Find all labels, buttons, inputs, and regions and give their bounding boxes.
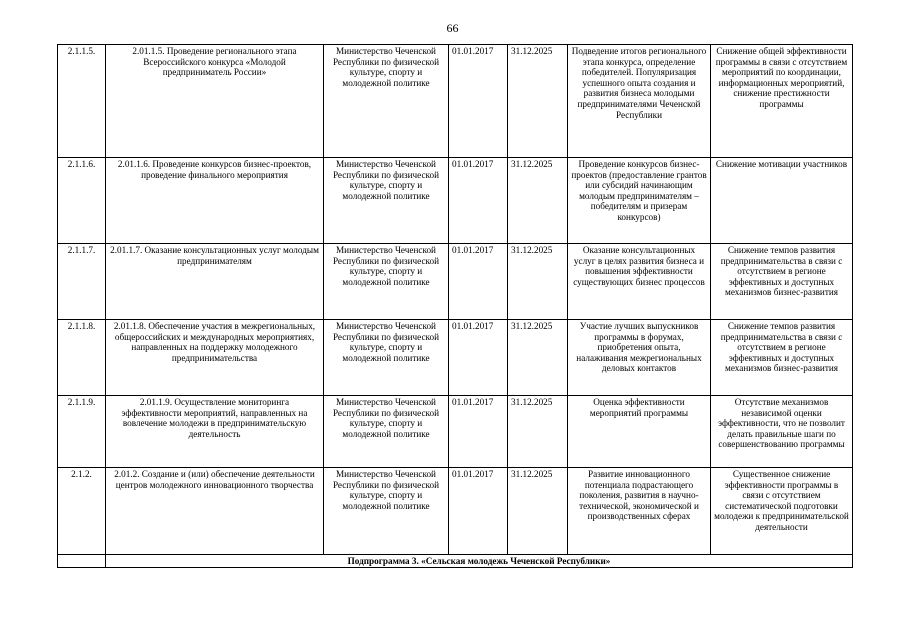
- table-row: [58, 396, 853, 468]
- measure-name: 2.01.1.6. Проведение конкурсов бизнес-проектов, проведение финального мероприятия: [106, 158, 324, 244]
- measure-start-date: 01.01.2017: [449, 468, 508, 555]
- subprogram-row: [58, 555, 853, 568]
- measures-table: [57, 44, 853, 568]
- measure-non-implementation-consequence: Существенное снижение эффективности программы в связи с отсутствием систематической подготовки молодежи к предпринимательской деятельности: [711, 468, 853, 555]
- measure-non-implementation-consequence: Отсутствие механизмов независимой оценки эффективности, что не позволит делать правильные шаги по совершенствованию программы: [711, 396, 853, 468]
- measure-start-date: 01.01.2017: [449, 45, 508, 158]
- measure-number: 2.1.1.9.: [58, 396, 106, 468]
- subprogram-title: Подпрограмма 3. «Сельская молодежь Чеченской Республики»: [106, 555, 853, 568]
- measure-number: 2.1.2.: [58, 468, 106, 555]
- measure-name: 2.01.1.9. Осуществление мониторинга эффективности мероприятий, направленных на вовлечение молодежи в предпринимательскую деятельность: [106, 396, 324, 468]
- table-row: [58, 158, 853, 244]
- measure-executor: Министерство Чеченской Республики по физической культуре, спорту и молодежной политике: [324, 320, 449, 396]
- measure-expected-result: Оценка эффективности мероприятий программы: [568, 396, 711, 468]
- table-row: [58, 244, 853, 320]
- subprogram-number-cell: [58, 555, 106, 568]
- measure-end-date: 31.12.2025: [508, 396, 568, 468]
- measure-name: 2.01.1.8. Обеспечение участия в межрегиональных, общероссийских и международных мероприятиях, направленных на поддержку молодежного предпринимательства: [106, 320, 324, 396]
- table-row: [58, 468, 853, 555]
- measure-expected-result: Оказание консультационных услуг в целях развития бизнеса и повышения эффективности существующих бизнес процессов: [568, 244, 711, 320]
- measure-executor: Министерство Чеченской Республики по физической культуре, спорту и молодежной политике: [324, 158, 449, 244]
- table-row: [58, 45, 853, 158]
- measure-executor: Министерство Чеченской Республики по физической культуре, спорту и молодежной политике: [324, 244, 449, 320]
- measure-end-date: 31.12.2025: [508, 158, 568, 244]
- measure-expected-result: Проведение конкурсов бизнес-проектов (предоставление грантов или субсидий начинающим молодым предпринимателям – победителям и призерам конкурсов): [568, 158, 711, 244]
- measure-name: 2.01.2. Создание и (или) обеспечение деятельности центров молодежного инновационного творчества: [106, 468, 324, 555]
- measure-start-date: 01.01.2017: [449, 244, 508, 320]
- measure-start-date: 01.01.2017: [449, 158, 508, 244]
- measure-start-date: 01.01.2017: [449, 320, 508, 396]
- measure-end-date: 31.12.2025: [508, 244, 568, 320]
- measure-name: 2.01.1.5. Проведение регионального этапа Всероссийского конкурса «Молодой предприниматель России»: [106, 45, 324, 158]
- measure-non-implementation-consequence: Снижение мотивации участников: [711, 158, 853, 244]
- measure-expected-result: Подведение итогов регионального этапа конкурса, определение победителей. Популяризация успешного опыта создания и развития бизнеса молодыми предпринимателями Чеченской Республики: [568, 45, 711, 158]
- measure-end-date: 31.12.2025: [508, 468, 568, 555]
- table-row: [58, 320, 853, 396]
- measure-non-implementation-consequence: Снижение темпов развития предпринимательства в связи с отсутствием в регионе эффективных и доступных механизмов бизнес-развития: [711, 320, 853, 396]
- measure-end-date: 31.12.2025: [508, 45, 568, 158]
- measure-start-date: 01.01.2017: [449, 396, 508, 468]
- measure-executor: Министерство Чеченской Республики по физической культуре, спорту и молодежной политике: [324, 45, 449, 158]
- measure-non-implementation-consequence: Снижение общей эффективности программы в связи с отсутствием мероприятий по координации, информационных мероприятий, снижение престижности программы: [711, 45, 853, 158]
- page-number: 66: [446, 21, 459, 35]
- measure-non-implementation-consequence: Снижение темпов развития предпринимательства в связи с отсутствием в регионе эффективных и доступных механизмов бизнес-развития: [711, 244, 853, 320]
- measure-name: 2.01.1.7. Оказание консультационных услуг молодым предпринимателям: [106, 244, 324, 320]
- measure-number: 2.1.1.8.: [58, 320, 106, 396]
- measure-executor: Министерство Чеченской Республики по физической культуре, спорту и молодежной политике: [324, 396, 449, 468]
- measure-number: 2.1.1.7.: [58, 244, 106, 320]
- measure-expected-result: Развитие инновационного потенциала подрастающего поколения, развития в научно-технической, экономической и производственных сферах: [568, 468, 711, 555]
- measure-number: 2.1.1.6.: [58, 158, 106, 244]
- measure-number: 2.1.1.5.: [58, 45, 106, 158]
- measure-executor: Министерство Чеченской Республики по физической культуре, спорту и молодежной политике: [324, 468, 449, 555]
- measure-end-date: 31.12.2025: [508, 320, 568, 396]
- measure-expected-result: Участие лучших выпускников программы в форумах, приобретения опыта, налаживания межрегиональных деловых контактов: [568, 320, 711, 396]
